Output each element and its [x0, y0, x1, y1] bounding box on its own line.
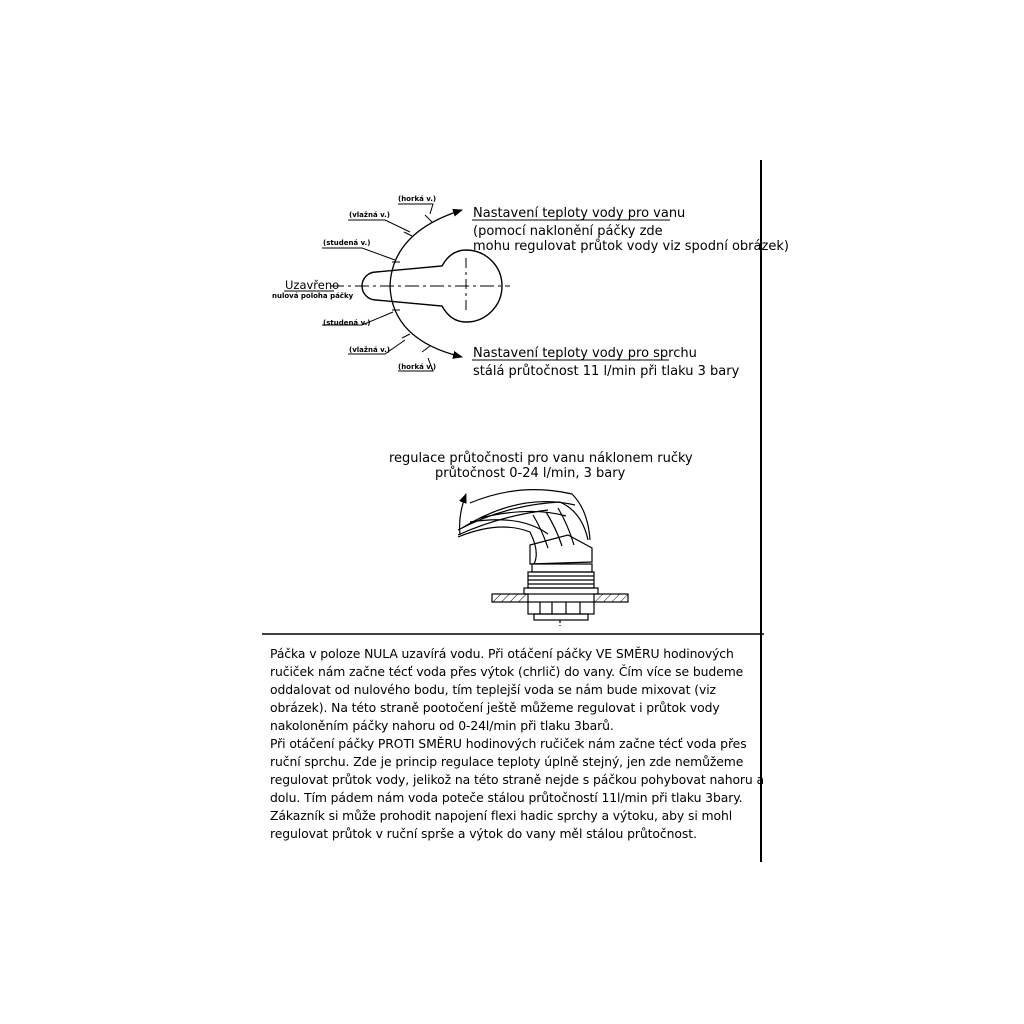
- leader-warm-upper: [348, 220, 410, 232]
- bath-line-1: (pomocí naklonění páčky zde: [473, 224, 663, 239]
- mark-hot-upper: (horká v.): [398, 195, 437, 203]
- description-line: ručiček nám začne técť voda přes výtok (chrlič) do vany. Čím více se budeme: [270, 664, 744, 679]
- description-line: Páčka v poloze NULA uzavírá vodu. Při otáčení páčky VE SMĚRU hodinových: [270, 646, 734, 661]
- description-line: nakoloněním páčky nahoru od 0-24l/min při tlaku 3barů.: [270, 718, 614, 733]
- description-line: regulovat průtok vody, jelikož na této straně nejde s páčkou pohybovat nahoru a: [270, 772, 765, 787]
- mark-cold-lower: (studená v.): [323, 319, 371, 327]
- description-line: ruční sprchu. Zde je princip regulace teploty úplně stejný, jen zde nemůžeme: [270, 754, 744, 769]
- description-text: [270, 645, 765, 843]
- leader-hot-upper: [398, 204, 433, 214]
- shower-title: Nastavení teploty vody pro sprchu: [473, 346, 697, 361]
- lever-top-view: [330, 250, 510, 322]
- faucet-side-view: [458, 490, 598, 626]
- shower-line-1: stálá průtočnost 11 l/min při tlaku 3 bary: [473, 364, 740, 379]
- arc-shower-direction: [390, 286, 462, 357]
- description-line: dolu. Tím pádem nám voda poteče stálou průtočností 11l/min při tlaku 3bary.: [270, 790, 743, 805]
- counter-right: [594, 594, 628, 602]
- description-line: obrázek). Na této straně pootočení ještě můžeme regulovat i průtok vody: [270, 700, 720, 715]
- description-line: oddalovat od nulového bodu, tím teplejší voda se nám bude mixovat (viz: [270, 682, 716, 697]
- counter-left: [492, 594, 528, 602]
- bath-line-2: mohu regulovat průtok vody viz spodní obrázek): [473, 239, 789, 254]
- mark-warm-lower: (vlažná v.): [349, 346, 390, 354]
- arc-bath-direction: [390, 210, 462, 286]
- description-line: regulovat průtok v ruční sprše a výtok do vany měl stálou průtočnost.: [270, 826, 697, 841]
- caption-line-1: regulace průtočnosti pro vanu náklonem ručky: [389, 451, 693, 466]
- description-line: Při otáčení páčky PROTI SMĚRU hodinových ručiček nám začne técť voda přes: [270, 736, 747, 751]
- caption-line-2: průtočnost 0-24 l/min, 3 bary: [435, 466, 626, 481]
- zero-position-label: nulová poloha páčky: [272, 292, 354, 300]
- bath-title: Nastavení teploty vody pro vanu: [473, 206, 686, 221]
- mark-hot-lower: (horká v.): [398, 363, 437, 371]
- leader-cold-upper: [322, 248, 395, 260]
- closed-label: Uzavřeno: [285, 278, 340, 292]
- mark-warm-upper: (vlažná v.): [349, 211, 390, 219]
- mark-cold-upper: (studená v.): [323, 239, 371, 247]
- description-line: Zákazník si může prohodit napojení flexi hadic sprchy a výtoku, aby si mohl: [270, 808, 733, 823]
